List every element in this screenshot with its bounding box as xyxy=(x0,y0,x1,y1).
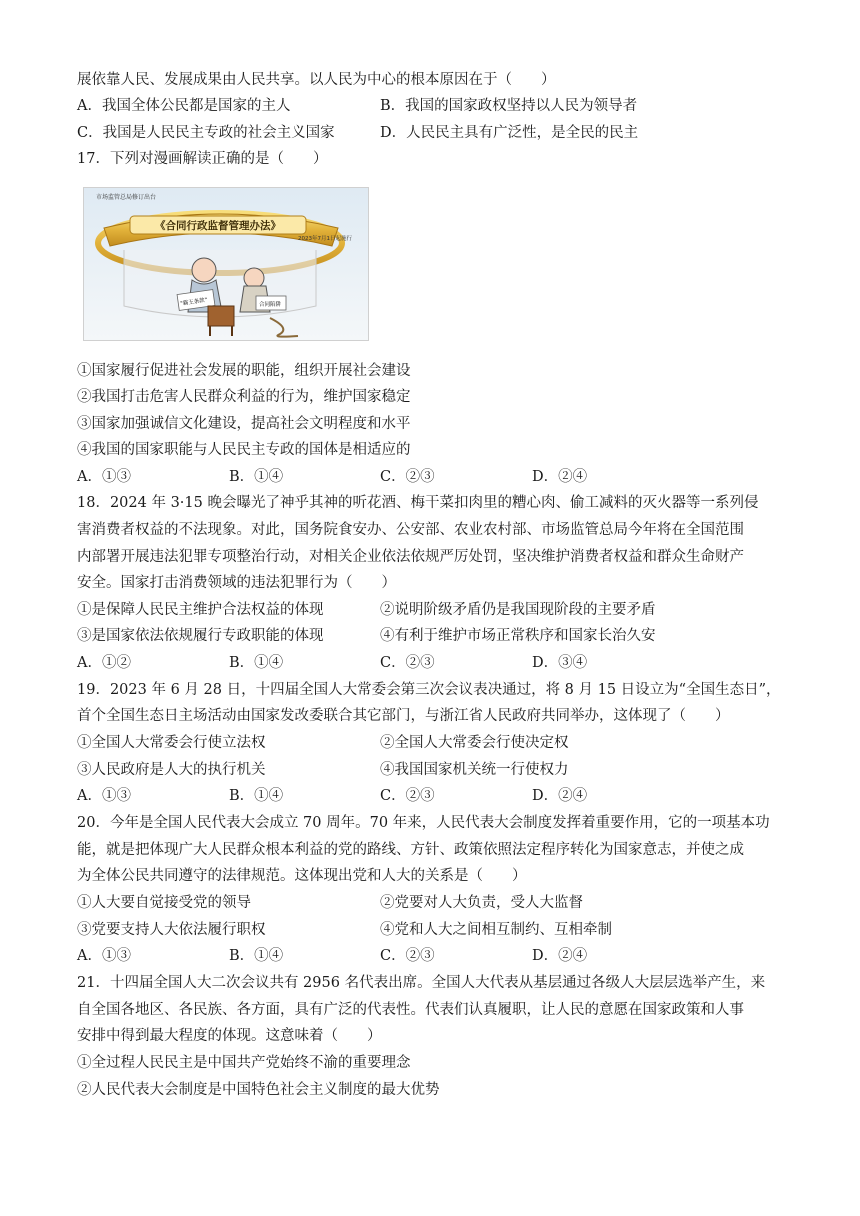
q17-cartoon xyxy=(83,187,369,341)
q20-option-b[interactable]: B．①④ xyxy=(229,948,284,964)
cartoon-trap-label: 合同陷阱 xyxy=(259,302,282,308)
q21-item-1: ①全过程人民民主是中国共产党始终不渝的重要理念 xyxy=(77,1055,411,1071)
q18-item-2: ②说明阶级矛盾仍是我国现阶段的主要矛盾 xyxy=(380,602,656,618)
q18-item-3: ③是国家依法依规履行专政职能的体现 xyxy=(77,628,324,644)
cartoon-clause-label: "霸王条款" xyxy=(180,297,208,308)
q17-item-1: ①国家履行促进社会发展的职能，组织开展社会建设 xyxy=(77,363,411,379)
q18-stem-line-1: 18．2024 年 3·15 晚会曝光了神乎其神的听花酒、梅干菜扣肉里的糟心肉、偷工减料的灭火器等一系列侵 xyxy=(77,495,759,511)
q20-item-4: ④党和人大之间相互制约、互相牵制 xyxy=(380,922,612,938)
q17-item-4: ④我国的国家职能与人民民主专政的国体是相适应的 xyxy=(77,442,411,458)
q19-option-d[interactable]: D．②④ xyxy=(532,788,588,804)
q16-option-d[interactable]: D．人民民主具有广泛性，是全民的民主 xyxy=(380,125,639,141)
q19-item-2: ②全国人大常委会行使决定权 xyxy=(380,735,569,751)
q18-option-a[interactable]: A．①② xyxy=(77,655,131,671)
q20-item-2: ②党要对人大负责，受人大监督 xyxy=(380,895,583,911)
q18-stem-line-4: 安全。国家打击消费领域的违法犯罪行为（ ） xyxy=(77,575,396,591)
q17-option-a[interactable]: A．①③ xyxy=(77,469,131,485)
q17-option-d[interactable]: D．②④ xyxy=(532,469,588,485)
q19-item-4: ④我国国家机关统一行使权力 xyxy=(380,762,569,778)
q17-option-b[interactable]: B．①④ xyxy=(229,469,284,485)
q19-stem-line-2: 首个全国生态日主场活动由国家发改委联合其它部门，与浙江省人民政府共同举办，这体现了（ ） xyxy=(77,708,730,724)
cartoon-top-caption: 市场监管总局修订出台 xyxy=(96,194,157,201)
q19-option-a[interactable]: A．①③ xyxy=(77,788,131,804)
q17-item-2: ②我国打击危害人民群众利益的行为，维护国家稳定 xyxy=(77,389,411,405)
q19-item-1: ①全国人大常委会行使立法权 xyxy=(77,735,266,751)
q19-stem-line-1: 19．2023 年 6 月 28 日，十四届全国人大常委会第三次会议表决通过，将 8 月 15 日设立为“全国生态日”， xyxy=(77,682,781,698)
q18-stem-line-3: 内部署开展违法犯罪专项整治行动，对相关企业依法依规严厉处罚，坚决维护消费者权益和群众生命财产 xyxy=(77,549,744,565)
q21-stem-line-3: 安排中得到最大程度的体现。这意味着（ ） xyxy=(77,1028,382,1044)
q19-item-3: ③人民政府是人大的执行机关 xyxy=(77,762,266,778)
q18-item-4: ④有利于维护市场正常秩序和国家长治久安 xyxy=(380,628,656,644)
q20-item-1: ①人大要自觉接受党的领导 xyxy=(77,895,251,911)
q16-option-a[interactable]: A．我国全体公民都是国家的主人 xyxy=(77,98,291,114)
q20-item-3: ③党要支持人大依法履行职权 xyxy=(77,922,266,938)
q18-item-1: ①是保障人民民主维护合法权益的体现 xyxy=(77,602,324,618)
q16-option-c[interactable]: C．我国是人民民主专政的社会主义国家 xyxy=(77,125,335,141)
q17-option-c[interactable]: C．②③ xyxy=(380,469,435,485)
q21-stem-line-1: 21．十四届全国人大二次会议共有 2956 名代表出席。全国人大代表从基层通过各级人大层层选举产生，来 xyxy=(77,975,766,991)
q18-option-d[interactable]: D．③④ xyxy=(532,655,588,671)
cartoon-illustration xyxy=(84,188,368,340)
cartoon-banner-title: 《合同行政监督管理办法》 xyxy=(155,220,281,232)
q20-option-c[interactable]: C．②③ xyxy=(380,948,435,964)
q20-stem-line-2: 能，就是把体现广大人民群众根本利益的党的路线、方针、政策依照法定程序转化为国家意志，并使之成 xyxy=(77,842,744,858)
q18-option-c[interactable]: C．②③ xyxy=(380,655,435,671)
q20-stem-line-1: 20．今年是全国人民代表大会成立 70 周年。70 年来，人民代表大会制度发挥着重要作用，它的一项基本功 xyxy=(77,815,770,831)
q16-stem-tail: 展依靠人民、发展成果由人民共享。以人民为中心的根本原因在于（ ） xyxy=(77,72,556,88)
q19-option-b[interactable]: B．①④ xyxy=(229,788,284,804)
q18-stem-line-2: 害消费者权益的不法现象。对此，国务院食安办、公安部、农业农村部、市场监管总局今年将在全国范围 xyxy=(77,522,744,538)
cartoon-date-note: 2023年7月1日起施行 xyxy=(298,236,352,242)
q18-option-b[interactable]: B．①④ xyxy=(229,655,284,671)
q20-option-d[interactable]: D．②④ xyxy=(532,948,588,964)
q20-option-a[interactable]: A．①③ xyxy=(77,948,131,964)
q17-item-3: ③国家加强诚信文化建设，提高社会文明程度和水平 xyxy=(77,416,411,432)
q20-stem-line-3: 为全体公民共同遵守的法律规范。这体现出党和人大的关系是（ ） xyxy=(77,868,527,884)
q21-item-2: ②人民代表大会制度是中国特色社会主义制度的最大优势 xyxy=(77,1082,440,1098)
q21-stem-line-2: 自全国各地区、各民族、各方面，具有广泛的代表性。代表们认真履职，让人民的意愿在国家政策和人事 xyxy=(77,1002,744,1018)
q16-option-b[interactable]: B．我国的国家政权坚持以人民为领导者 xyxy=(380,98,638,114)
q17-stem: 17．下列对漫画解读正确的是（ ） xyxy=(77,151,328,167)
q19-option-c[interactable]: C．②③ xyxy=(380,788,435,804)
